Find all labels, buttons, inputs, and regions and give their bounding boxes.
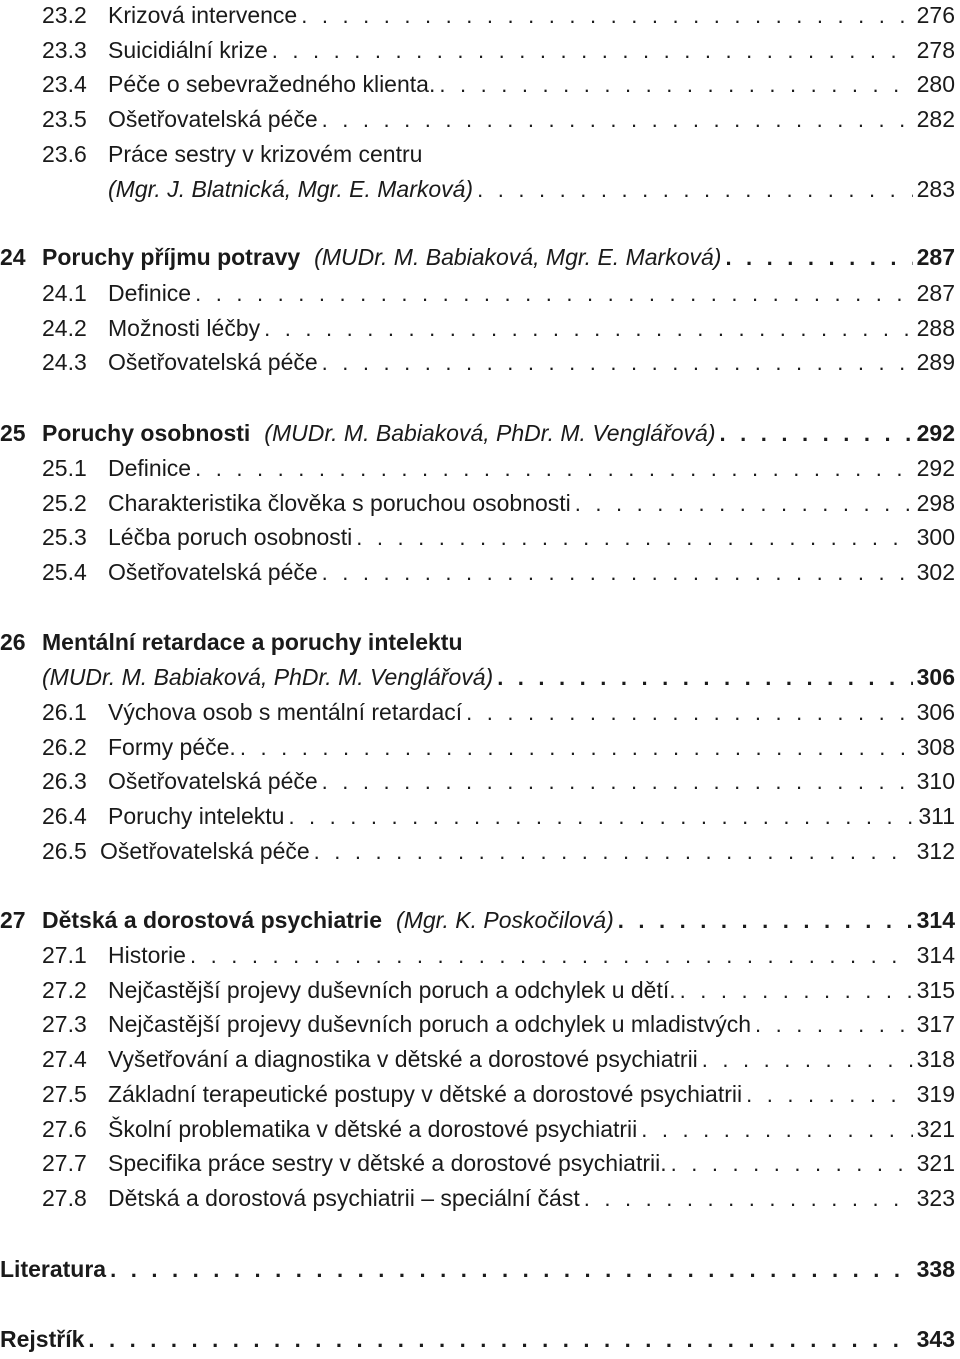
dot-leader	[110, 1253, 913, 1287]
toc-entry-23-3[interactable]	[0, 33, 955, 67]
toc-chapter-26-authors[interactable]	[0, 660, 955, 694]
section-title: Specifika práce sestry v dětské a dorostové psychiatrii.	[108, 1150, 667, 1176]
chapter-number: 26	[0, 629, 26, 655]
toc-entry-27-8[interactable]	[0, 1181, 955, 1215]
page-number: 308	[916, 734, 955, 760]
section-number: 26.1	[42, 699, 87, 725]
section-number: 24.3	[42, 349, 87, 375]
toc-entry-26-2[interactable]	[0, 730, 955, 764]
dot-leader	[301, 0, 912, 33]
page-number: 302	[916, 559, 955, 585]
toc-entry-26-4[interactable]	[0, 799, 955, 833]
toc-entry-26-1[interactable]	[0, 695, 955, 729]
toc-entry-23-6[interactable]	[0, 137, 955, 171]
page-number: 323	[916, 1185, 955, 1211]
toc-entry-27-3[interactable]	[0, 1007, 955, 1041]
page-number: 288	[916, 315, 955, 341]
section-title: Školní problematika v dětské a dorostové psychiatrii	[108, 1116, 638, 1142]
dot-leader	[190, 939, 913, 973]
dot-leader	[641, 1113, 912, 1147]
section-title: Léčba poruch osobnosti	[108, 524, 353, 550]
dot-leader	[746, 1078, 913, 1112]
toc-entry-23-5[interactable]	[0, 102, 955, 136]
dot-leader	[195, 277, 913, 311]
dot-leader	[755, 1008, 913, 1042]
toc-entry-25-1[interactable]	[0, 451, 955, 485]
page-number: 321	[916, 1116, 955, 1142]
toc-entry-25-4[interactable]	[0, 555, 955, 589]
section-number: 26.5	[42, 838, 87, 864]
toc-entry-23-6-authors[interactable]	[0, 172, 955, 206]
dot-leader	[671, 1147, 913, 1181]
section-title: Ošetřovatelská péče	[108, 106, 318, 132]
chapter-title: Dětská a dorostová psychiatrie	[42, 907, 383, 933]
dot-leader	[725, 241, 912, 275]
section-title: Výchova osob s mentální retardací	[108, 699, 463, 725]
page-number: 338	[916, 1256, 955, 1282]
page-number: 306	[916, 699, 955, 725]
section-number: 23.2	[42, 2, 87, 28]
section-number: 27.6	[42, 1116, 87, 1142]
chapter-authors: (MUDr. M. Babiaková, PhDr. M. Venglářová)	[42, 664, 494, 690]
section-number: 25.3	[42, 524, 87, 550]
literatura-title: Literatura	[0, 1256, 107, 1282]
section-number: 23.4	[42, 71, 87, 97]
page-number: 312	[916, 838, 955, 864]
toc-chapter-24[interactable]	[0, 240, 955, 274]
dot-leader	[439, 68, 912, 102]
section-title: Vyšetřování a diagnostika v dětské a dorostové psychiatrii	[108, 1046, 698, 1072]
page-number: 283	[916, 176, 955, 202]
section-number: 26.4	[42, 803, 87, 829]
page-number: 343	[916, 1326, 955, 1352]
dot-leader	[680, 974, 913, 1008]
section-number: 27.4	[42, 1046, 87, 1072]
toc-entry-26-5[interactable]	[0, 834, 955, 868]
section-number: 24.2	[42, 315, 87, 341]
dot-leader	[356, 521, 912, 555]
dot-leader	[195, 452, 913, 486]
page-number: 298	[916, 490, 955, 516]
page-number: 287	[916, 280, 955, 306]
dot-leader	[240, 731, 913, 765]
section-title: Ošetřovatelská péče	[108, 559, 318, 585]
dot-leader	[314, 835, 913, 869]
chapter-number: 24	[0, 244, 26, 270]
section-number: 27.7	[42, 1150, 87, 1176]
toc-entry-23-4[interactable]	[0, 67, 955, 101]
section-title: Historie	[108, 942, 186, 968]
page-number: 314	[916, 942, 955, 968]
toc-chapter-25[interactable]	[0, 416, 955, 450]
page-number: 292	[916, 420, 955, 446]
section-number: 25.1	[42, 455, 87, 481]
toc-rejstrik[interactable]	[0, 1322, 955, 1356]
section-title: Krizová intervence	[108, 2, 298, 28]
section-number: 23.3	[42, 37, 87, 63]
section-number: 25.2	[42, 490, 87, 516]
section-title: Ošetřovatelská péče	[108, 349, 318, 375]
dot-leader	[288, 800, 914, 834]
chapter-number: 27	[0, 907, 26, 933]
section-title: Poruchy intelektu	[108, 803, 285, 829]
section-title: Základní terapeutické postupy v dětské a dorostové psychiatrii	[108, 1081, 743, 1107]
section-title: Definice	[108, 455, 192, 481]
dot-leader	[575, 487, 913, 521]
toc-entry-25-2[interactable]	[0, 486, 955, 520]
section-title: Nejčastější projevy duševních poruch a odchylek u dětí.	[108, 977, 676, 1003]
page-number: 315	[916, 977, 955, 1003]
chapter-title: Mentální retardace a poruchy intelektu	[42, 629, 463, 655]
toc-entry-24-1[interactable]	[0, 276, 955, 310]
section-number: 26.2	[42, 734, 87, 760]
section-number: 27.3	[42, 1011, 87, 1037]
section-title: Suicidiální krize	[108, 37, 268, 63]
toc-literatura[interactable]	[0, 1252, 955, 1286]
dot-leader	[322, 103, 913, 137]
section-title: Péče o sebevražedného klienta.	[108, 71, 436, 97]
section-title: Dětská a dorostová psychiatrii – speciální část	[108, 1185, 580, 1211]
page-number: 282	[916, 106, 955, 132]
section-title: Ošetřovatelská péče	[108, 768, 318, 794]
toc-entry-27-6[interactable]	[0, 1112, 955, 1146]
section-title: Nejčastější projevy duševních poruch a odchylek u mladistvých	[108, 1011, 752, 1037]
page-number: 319	[916, 1081, 955, 1107]
dot-leader	[466, 696, 912, 730]
page-number: 317	[916, 1011, 955, 1037]
section-title: Možnosti léčby	[108, 315, 261, 341]
section-title: Charakteristika člověka s poruchou osobnosti	[108, 490, 571, 516]
toc-chapter-26[interactable]	[0, 625, 955, 659]
chapter-title: Poruchy osobnosti	[42, 420, 251, 446]
dot-leader	[584, 1182, 913, 1216]
section-title: Práce sestry v krizovém centru	[108, 141, 423, 167]
page-number: 278	[916, 37, 955, 63]
toc-entry-27-7[interactable]	[0, 1146, 955, 1180]
toc-entry-27-5[interactable]	[0, 1077, 955, 1111]
section-number: 27.1	[42, 942, 87, 968]
page-number: 276	[916, 2, 955, 28]
page-number: 289	[916, 349, 955, 375]
dot-leader	[702, 1043, 913, 1077]
page-number: 310	[916, 768, 955, 794]
page-number: 314	[916, 907, 955, 933]
toc-entry-24-2[interactable]	[0, 311, 955, 345]
page-number: 287	[916, 244, 955, 270]
dot-leader	[264, 312, 913, 346]
dot-leader	[88, 1323, 912, 1357]
chapter-authors: (MUDr. M. Babiaková, PhDr. M. Venglářová)	[264, 420, 716, 446]
toc-chapter-27[interactable]	[0, 903, 955, 937]
section-number: 23.6	[42, 141, 87, 167]
dot-leader	[477, 173, 913, 207]
page-number: 292	[916, 455, 955, 481]
toc-entry-23-2[interactable]	[0, 0, 955, 32]
section-number: 27.2	[42, 977, 87, 1003]
section-title: Formy péče.	[108, 734, 236, 760]
dot-leader	[322, 556, 913, 590]
dot-leader	[322, 765, 913, 799]
section-number: 25.4	[42, 559, 87, 585]
page-number: 300	[916, 524, 955, 550]
dot-leader	[322, 346, 913, 380]
section-number: 27.8	[42, 1185, 87, 1211]
toc-entry-27-4[interactable]	[0, 1042, 955, 1076]
dot-leader	[272, 34, 913, 68]
toc-entry-24-3[interactable]	[0, 345, 955, 379]
toc-entry-25-3[interactable]	[0, 520, 955, 554]
page-number: 321	[916, 1150, 955, 1176]
rejstrik-title: Rejstřík	[0, 1326, 85, 1352]
chapter-title: Poruchy příjmu potravy	[42, 244, 301, 270]
dot-leader	[618, 904, 913, 938]
page-number: 311	[918, 803, 955, 829]
toc-entry-27-2[interactable]	[0, 973, 955, 1007]
dot-leader	[497, 661, 912, 695]
dot-leader	[719, 417, 912, 451]
toc-entry-26-3[interactable]	[0, 764, 955, 798]
page-number: 306	[916, 664, 955, 690]
section-number: 26.3	[42, 768, 87, 794]
page-number: 280	[916, 71, 955, 97]
section-number: 24.1	[42, 280, 87, 306]
chapter-authors: (Mgr. K. Poskočilová)	[396, 907, 614, 933]
chapter-number: 25	[0, 420, 26, 446]
toc-entry-27-1[interactable]	[0, 938, 955, 972]
chapter-authors: (MUDr. M. Babiaková, Mgr. E. Marková)	[314, 244, 722, 270]
page-number: 318	[916, 1046, 955, 1072]
section-number: 23.5	[42, 106, 87, 132]
section-title: Definice	[108, 280, 192, 306]
section-number: 27.5	[42, 1081, 87, 1107]
section-authors: (Mgr. J. Blatnická, Mgr. E. Marková)	[108, 176, 474, 202]
section-title: Ošetřovatelská péče	[100, 838, 310, 864]
